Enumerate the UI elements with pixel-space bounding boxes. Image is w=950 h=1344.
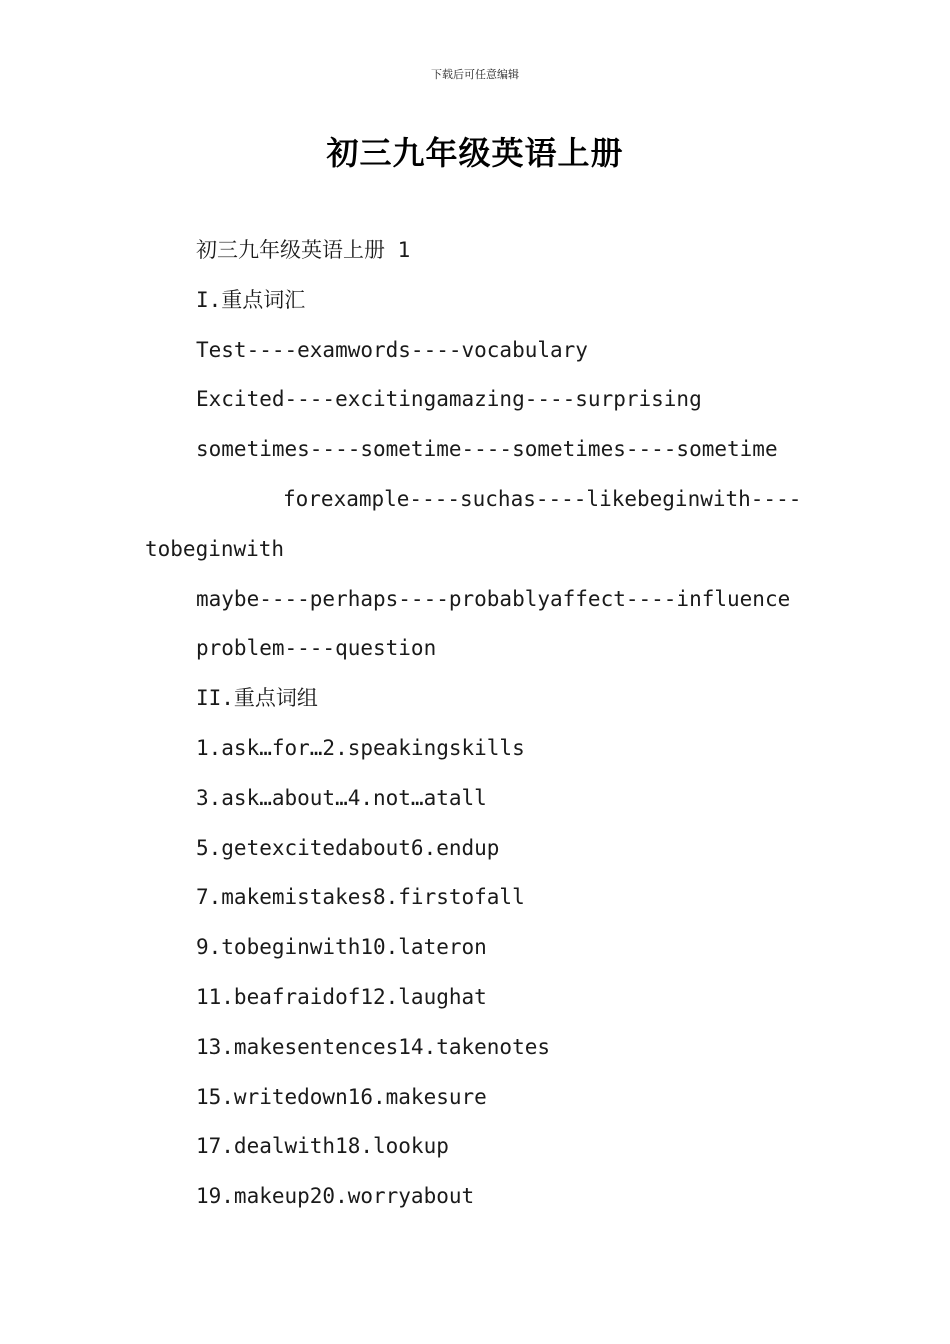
phrase-line: 9.tobeginwith10.lateron (196, 935, 487, 960)
header-note: 下载后可任意编辑 (431, 68, 519, 81)
phrase-line: 13.makesentences14.takenotes (196, 1034, 551, 1059)
phrase-line: 15.writedown16.makesure (196, 1084, 487, 1109)
section-heading-vocabulary: I.重点词汇 (196, 287, 306, 312)
vocab-line-wrapped: forexample----suchas----likebeginwith----tobeginwith (145, 486, 802, 561)
phrase-line: 19.makeup20.worryabout (196, 1184, 475, 1209)
section-heading-phrases: II.重点词组 (196, 686, 318, 711)
phrase-line: 3.ask…about…4.not…atall (196, 785, 487, 810)
phrase-line: 1.ask…for…2.speakingskills (196, 735, 525, 760)
vocab-line: maybe----perhaps----probablyaffect----influence (196, 586, 791, 611)
phrase-line: 5.getexcitedabout6.endup (196, 835, 500, 860)
subtitle-line: 初三九年级英语上册 1 (196, 238, 411, 262)
vocab-line: Test----examwords----vocabulary (196, 337, 588, 362)
phrase-line: 11.beafraidof12.laughat (196, 984, 487, 1009)
vocab-line: sometimes----sometime----sometimes----sometime (196, 437, 778, 462)
vocab-line: problem----question (196, 636, 437, 661)
document-title: 初三九年级英语上册 (326, 134, 624, 172)
phrase-line: 7.makemistakes8.firstofall (196, 885, 525, 910)
document-body (145, 226, 810, 1222)
phrase-line: 17.dealwith18.lookup (196, 1134, 449, 1159)
vocab-line: Excited----excitingamazing----surprising (196, 387, 702, 412)
